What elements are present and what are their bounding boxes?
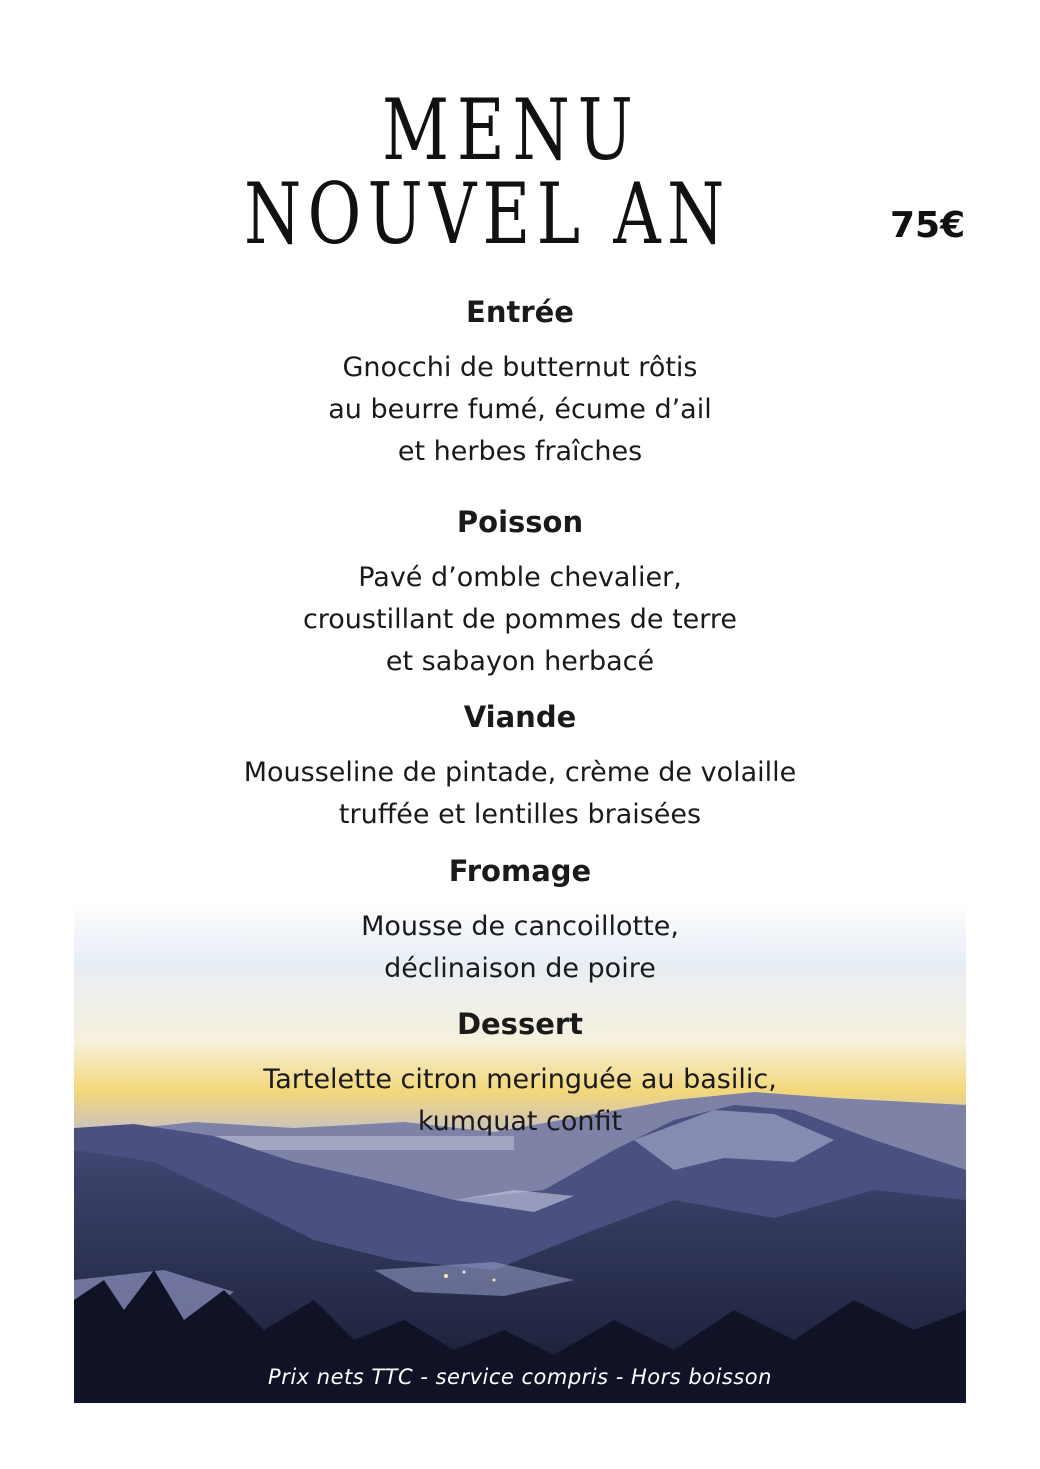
course-title: Fromage: [448, 854, 592, 888]
course-title: Viande: [463, 700, 577, 734]
course-fromage: [0, 854, 1040, 990]
course-title: Dessert: [456, 1007, 584, 1041]
course-description: Mousseline de pintade, crème de volaille truffée et lentilles braisées: [243, 757, 797, 830]
course-description: Gnocchi de butternut rôtis au beurre fumé, écume d’ail et herbes fraîches: [328, 352, 712, 467]
course-description: Tartelette citron meringuée au basilic, kumquat confit: [263, 1064, 777, 1137]
menu-title-line1: MENU: [382, 81, 641, 179]
course-description: Mousse de cancoillotte, déclinaison de poire: [361, 911, 679, 984]
course-poisson: [0, 505, 1040, 683]
menu-title-line2: NOUVEL AN: [244, 165, 731, 263]
course-viande: [0, 700, 1040, 836]
menu-price: 75€: [890, 205, 966, 246]
course-dessert: [0, 1007, 1040, 1143]
course-title: Entrée: [466, 295, 574, 329]
course-description: Pavé d’omble chevalier, croustillant de pommes de terre et sabayon herbacé: [302, 562, 738, 677]
course-entree: [0, 295, 1040, 473]
course-title: Poisson: [456, 505, 584, 539]
price-note: Prix nets TTC - service compris - Hors boisson: [268, 1365, 772, 1389]
